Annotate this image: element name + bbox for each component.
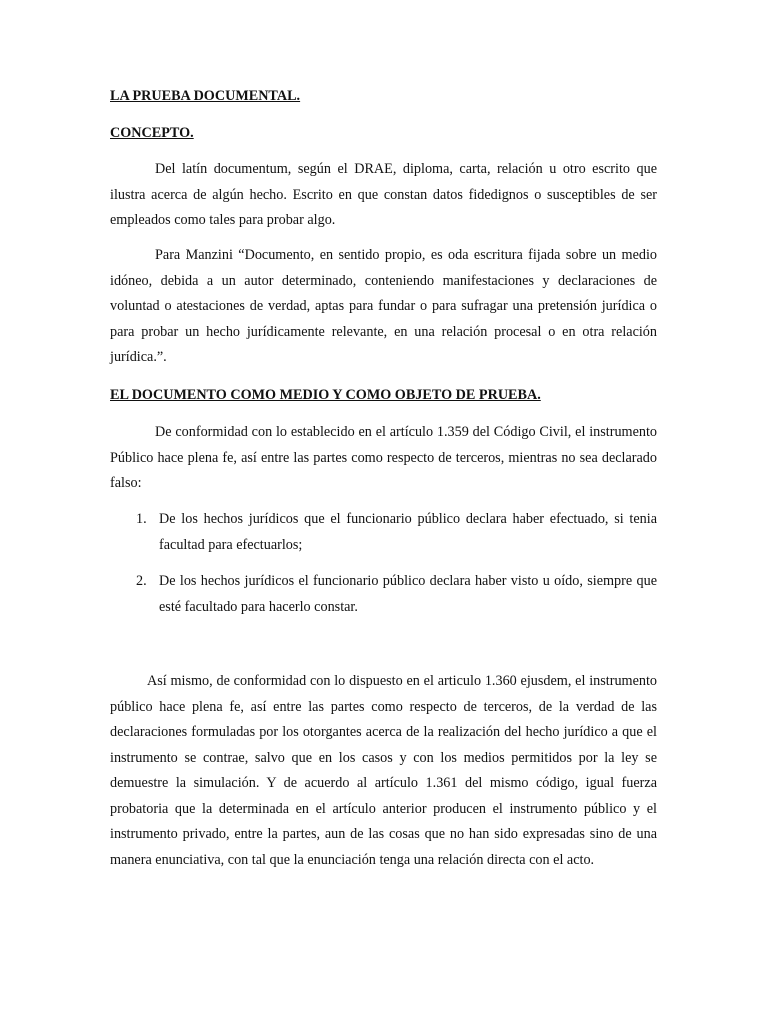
numbered-list (110, 507, 657, 620)
list-item-text: De los hechos jurídicos el funcionario público declara haber visto u oído, siempre que esté facultado para hacerlo constar. (159, 573, 657, 615)
section-heading-concepto: CONCEPTO. (110, 125, 194, 141)
list-item (110, 569, 657, 620)
section-heading-medio-objeto: EL DOCUMENTO COMO MEDIO Y COMO OBJETO DE PRUEBA. (110, 387, 541, 403)
list-item-text: De los hechos jurídicos que el funcionario público declara haber efectuado, si tenia facultad para efectuarlos; (159, 511, 657, 553)
list-item-number: 2. (136, 573, 147, 589)
paragraph-block-3 (110, 420, 657, 497)
paragraph-manzini: Para Manzini “Documento, en sentido propio, es oda escritura fijada sobre un medio idóneo, debida a un autor determinado, conteniendo manifestaciones y declaraciones de voluntad o atestaciones de verdad, aptas para fundar o para sufragar una pretensión jurídica o para probar un hecho jurídicamente relevante, en una relación procesal o en otra relación jurídica.”. (110, 247, 657, 365)
list-block (110, 507, 657, 620)
document-title: LA PRUEBA DOCUMENTAL. (110, 88, 301, 104)
paragraph-block-2 (110, 243, 657, 371)
list-item-number: 1. (136, 511, 147, 527)
section-medio-objeto (110, 385, 657, 405)
list-item (110, 507, 657, 558)
paragraph-block-4 (110, 669, 657, 873)
paragraph-definition: Del latín documentum, según el DRAE, diploma, carta, relación u otro escrito que ilustra acerca de algún hecho. Escrito en que constan datos fidedignos o susceptibles de ser empleados como tales para probar algo. (110, 161, 657, 228)
paragraph-articulo-1359: De conformidad con lo establecido en el artículo 1.359 del Código Civil, el instrumento Público hace plena fe, así entre las partes como respecto de terceros, mientras no sea declarado falso: (110, 424, 657, 491)
paragraph-articulo-1360: Así mismo, de conformidad con lo dispuesto en el articulo 1.360 ejusdem, el instrumento público hace plena fe, así entre las partes como respecto de terceros, de la verdad de las declaraciones formuladas por los otorgantes acerca de la realización del hecho jurídico a que el instrumento se contrae, salvo que en los casos y con los medios permitidos por la ley se demuestre la simulación. Y de acuerdo al artículo 1.361 del mismo código, igual fuerza probatoria que la determinada en el artículo anterior producen el instrumento público y el instrumento privado, entre la partes, aun de las cosas que no han sido expresadas sino de una manera enunciativa, con tal que la enunciación tenga una relación directa con el acto. (110, 673, 657, 868)
title-block (110, 86, 657, 106)
paragraph-block-1 (110, 157, 657, 234)
section-concepto (110, 123, 657, 143)
